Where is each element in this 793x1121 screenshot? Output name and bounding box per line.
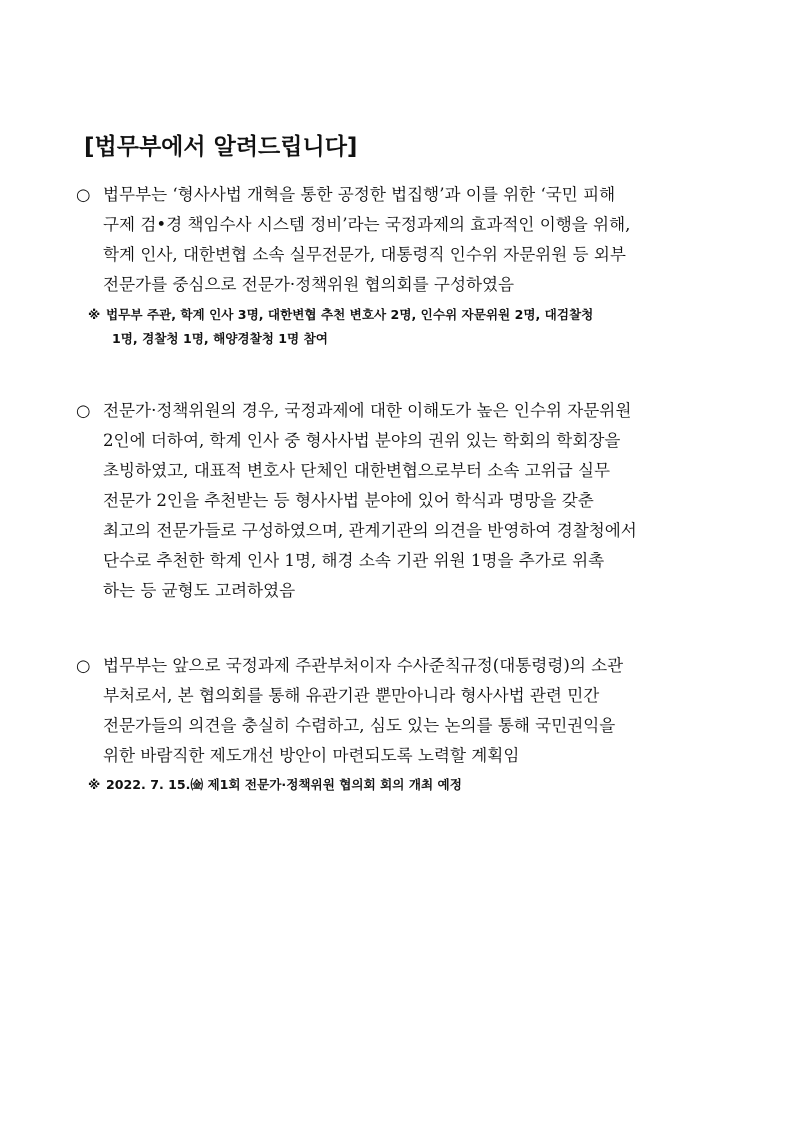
paragraph-line: 최고의 전문가들로 구성하였으며, 관계기관의 의견을 반영하여 경찰청에서 [103, 521, 637, 540]
paragraph-line: 전문가 2인을 추천받는 등 형사사법 분야에 있어 학식과 명망을 갖춘 [103, 491, 594, 510]
circle-bullet-icon: ○ [76, 401, 91, 420]
circle-bullet-icon: ○ [76, 656, 91, 675]
paragraph-line: 단수로 추천한 학계 인사 1명, 해경 소속 기관 위원 1명을 추가로 위촉 [103, 551, 605, 570]
paragraph-line: 부처로서, 본 협의회를 통해 유관기관 뿐만아니라 형사사법 관련 민간 [103, 686, 600, 705]
paragraph-line: 전문가·정책위원의 경우, 국정과제에 대한 이해도가 높은 인수위 자문위원 [103, 401, 632, 420]
paragraph-line: 구제 검•경 책임수사 시스템 정비’라는 국정과제의 효과적인 이행을 위해, [103, 215, 631, 234]
paragraph-line: 전문가를 중심으로 전문가·정책위원 협의회를 구성하였음 [103, 275, 515, 294]
paragraph-line: 학계 인사, 대한변협 소속 실무전문가, 대통령직 인수위 자문위원 등 외부 [103, 245, 626, 264]
paragraph-line: 법무부는 ‘형사사법 개혁을 통한 공정한 법집행’과 이를 위한 ‘국민 피해 [103, 185, 616, 204]
footnote-line: 1명, 경찰청 1명, 해양경찰청 1명 참여 [112, 331, 328, 346]
footnote-1 [88, 303, 716, 351]
reference-mark-icon: ※ [88, 777, 101, 792]
page-title: [법무부에서 알려드립니다] [84, 134, 358, 160]
footnote-2 [88, 773, 716, 797]
paragraph-line: 위한 바람직한 제도개선 방안이 마련되도록 노력할 계획임 [103, 746, 520, 765]
footnote-line: 2022. 7. 15.㈮ 제1회 전문가·정책위원 협의회 회의 개최 예정 [106, 777, 462, 792]
paragraph-line: 법무부는 앞으로 국정과제 주관부처이자 수사준칙규정(대통령령)의 소관 [103, 656, 624, 675]
section-3 [76, 651, 716, 797]
footnote-line: 법무부 주관, 학계 인사 3명, 대한변협 추천 변호사 2명, 인수위 자문위원 2명, 대검찰청 [106, 307, 594, 322]
paragraph-line: 전문가들의 의견을 충실히 수렴하고, 심도 있는 논의를 통해 국민권익을 [103, 716, 616, 735]
paragraph-line: 초빙하였고, 대표적 변호사 단체인 대한변협으로부터 소속 고위급 실무 [103, 461, 611, 480]
section-1 [76, 180, 716, 351]
paragraph-3 [76, 651, 716, 771]
reference-mark-icon: ※ [88, 307, 101, 322]
paragraph-line: 2인에 더하여, 학계 인사 중 형사사법 분야의 권위 있는 학회의 학회장을 [103, 431, 621, 450]
paragraph-line: 하는 등 균형도 고려하였음 [103, 581, 296, 600]
paragraph-2 [76, 396, 716, 606]
section-2 [76, 396, 716, 606]
circle-bullet-icon: ○ [76, 185, 91, 204]
paragraph-1 [76, 180, 716, 300]
